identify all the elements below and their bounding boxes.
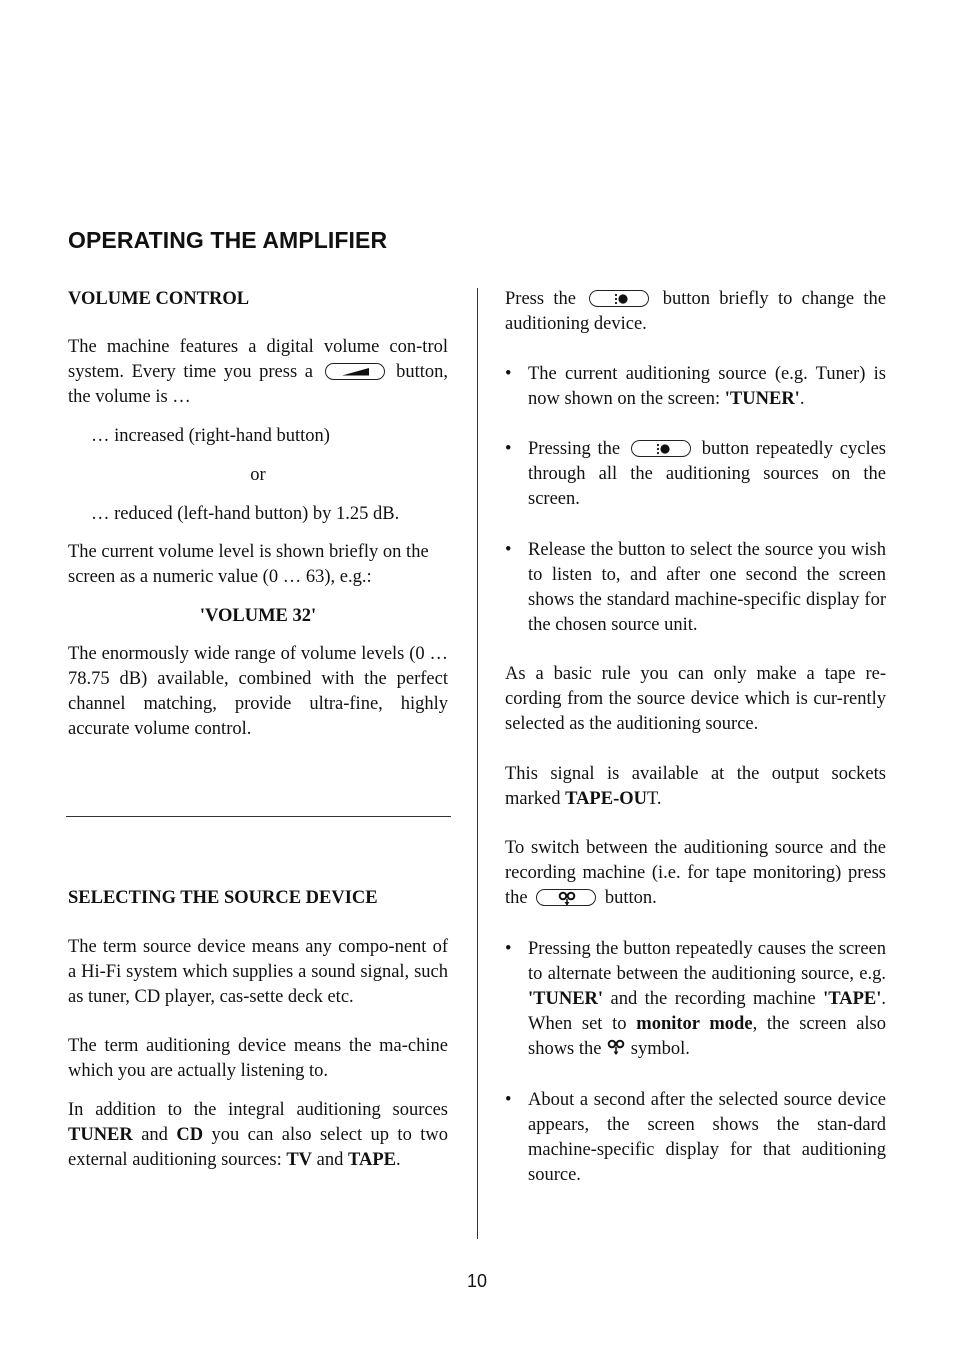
tape-monitor-icon bbox=[537, 890, 597, 907]
column-divider bbox=[477, 288, 478, 1239]
press-text-2: button briefly to change the auditioning device. bbox=[505, 289, 887, 334]
bullet-4-tuner: 'TUNER' bbox=[528, 989, 604, 1009]
bullet-pressing-cycles bbox=[505, 437, 886, 512]
source-select-icon bbox=[632, 441, 692, 458]
basic-rule: As a basic rule you can only make a tape re-cording from the source device which is cur-rently selected as the auditioning source. bbox=[505, 664, 886, 734]
bullet-about-second: • About a second after the selected source device appears, the screen shows the stan-dard machine-specific display for that auditioning source. bbox=[505, 1088, 886, 1188]
volume-current-level: The current volume level is shown briefly on the screen as a numeric value (0 … 63), e.g.: bbox=[68, 542, 429, 587]
source-term-auditioning: The term auditioning device means the ma-chine which you are actually listening to. bbox=[68, 1036, 448, 1081]
volume-intro-text-1: The machine features a digital volume con-trol system. Every time you press a bbox=[68, 337, 448, 382]
bullet-alternate bbox=[505, 937, 886, 1062]
source-and-2: and bbox=[316, 1150, 344, 1170]
switch-text-2: button. bbox=[604, 888, 657, 908]
source-tape: TAPE bbox=[348, 1150, 396, 1170]
source-addition-1: In addition to the integral auditioning sources bbox=[68, 1100, 448, 1120]
bullet-1-end: . bbox=[799, 389, 805, 409]
source-addition bbox=[68, 1098, 448, 1173]
source-button-2 bbox=[631, 440, 691, 457]
page-number: 10 bbox=[466, 1271, 488, 1291]
bullet-4-text-5: symbol. bbox=[630, 1039, 690, 1059]
press-source-text bbox=[505, 287, 886, 337]
signal-text-2: T. bbox=[647, 789, 662, 809]
right-column bbox=[505, 287, 886, 1188]
switch-text bbox=[505, 836, 886, 911]
bullet-4-text-1: Pressing the button repeatedly causes the screen to alternate between the auditioning source, e.g. bbox=[528, 939, 886, 984]
bullet-current-source bbox=[505, 362, 886, 412]
source-term-source: The term source device means any compo-nent of a Hi-Fi system which supplies a sound signal, such as tuner, CD player, cas-sette deck etc. bbox=[68, 937, 448, 1007]
signal-tape-out: TAPE-OU bbox=[565, 789, 647, 809]
press-text-1: Press the bbox=[505, 289, 576, 309]
source-period: . bbox=[395, 1150, 401, 1170]
left-column bbox=[68, 287, 448, 1173]
bullet-4-tape: 'TAPE' bbox=[823, 989, 882, 1009]
tape-monitor-symbol-icon bbox=[606, 1039, 626, 1057]
volume-increased: … increased (right-hand button) bbox=[91, 426, 330, 446]
bullet-release: • Release the button to select the source you wish to listen to, and after one second the screen shows the standard machine-specific display for the chosen source unit. bbox=[505, 538, 886, 638]
tape-button bbox=[536, 889, 596, 906]
volume-or: or bbox=[250, 465, 266, 485]
volume-heading: VOLUME CONTROL bbox=[68, 289, 250, 309]
bullet-4-text-4: , the screen also shows the bbox=[528, 1014, 886, 1059]
source-and-1: and bbox=[141, 1125, 168, 1145]
page-title: OPERATING THE AMPLIFIER bbox=[68, 227, 388, 253]
bullet-4-text-3: . When set to bbox=[528, 989, 887, 1034]
signal-text bbox=[505, 762, 886, 812]
volume-reduced: … reduced (left-hand button) by 1.25 dB. bbox=[91, 504, 400, 524]
switch-text-1: To switch between the auditioning source and the recording machine (i.e. for tape monitoring) press the bbox=[505, 838, 886, 908]
source-tv: TV bbox=[286, 1150, 313, 1170]
bullet-4-monitor: monitor mode bbox=[636, 1014, 753, 1034]
volume-example: 'VOLUME 32' bbox=[199, 606, 317, 626]
source-select-icon bbox=[590, 291, 650, 308]
bullet-4-text-2: and the recording machine bbox=[610, 989, 816, 1009]
volume-button bbox=[325, 363, 385, 380]
source-cd: CD bbox=[176, 1125, 204, 1145]
volume-intro-text-2: button, the volume is … bbox=[68, 362, 448, 407]
bullet-1-value: 'TUNER' bbox=[724, 389, 800, 409]
source-tuner: TUNER bbox=[68, 1125, 133, 1145]
bullet-1-text: The current auditioning source (e.g. Tuner) is now shown on the screen: bbox=[528, 364, 886, 409]
signal-text-1: This signal is available at the output sockets marked bbox=[505, 764, 886, 809]
source-addition-2: you can also select up to two external auditioning sources: bbox=[68, 1125, 448, 1170]
source-button bbox=[589, 290, 649, 307]
volume-wedge-icon bbox=[326, 364, 386, 381]
bullet-2-text-1: Pressing the bbox=[528, 439, 621, 459]
source-heading: SELECTING THE SOURCE DEVICE bbox=[68, 888, 378, 908]
bullet-2-text-2: button repeatedly cycles through all the auditioning sources on the screen. bbox=[528, 439, 886, 509]
volume-intro bbox=[68, 335, 448, 410]
volume-range-text: The enormously wide range of volume levels (0 … 78.75 dB) available, combined with the perfect channel matching, provide ultra-fine, highly accurate volume control. bbox=[68, 644, 448, 739]
